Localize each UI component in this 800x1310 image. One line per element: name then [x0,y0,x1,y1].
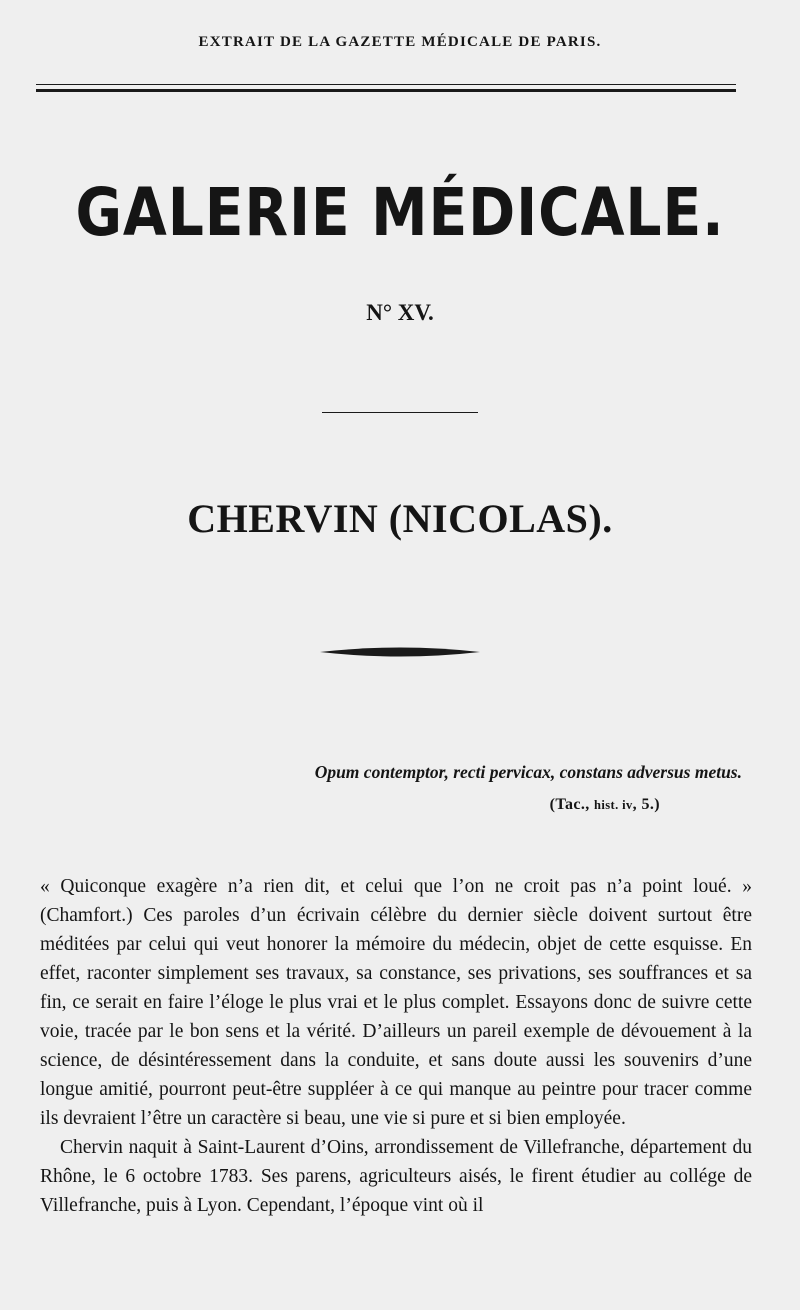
citation-close: , 5.) [632,796,660,813]
epigraph-citation [0,796,660,814]
ornament-divider-icon [320,642,480,662]
source-header: EXTRAIT DE LA GAZETTE MÉDICALE DE PARIS. [198,34,602,50]
paragraph-biography: Chervin naquit à Saint-Laurent d’Oins, arrondissement de Villefranche, département du Rhône, le 6 octobre 1783. Ses parens, agriculteurs aisés, le firent étudier au collége de Villefranche, puis à Lyon. Cependant, l’époque vint où il [40,1137,752,1216]
citation-open: (Tac., [549,796,595,813]
gallery-title: GALERIE MÉDICALE. [75,174,725,251]
citation-book: hist. iv [594,798,633,812]
article-body [40,872,752,1220]
epigraph-quote: Opum contemptor, recti pervicax, constans adversus metus. [314,762,742,782]
header-rule-top [36,84,736,85]
paragraph-intro: « Quiconque exagère n’a rien dit, et celui que l’on ne croit pas n’a point loué. » (Chamfort.) Ces paroles d’un écrivain célèbre du dernier siècle doivent surtout être méditées par celui qui veut honorer la mémoire du médecin, objet de cette esquisse. En effet, raconter simplement ses travaux, sa constance, ses privations, ses souffrances et sa fin, ce serait en faire l’éloge le plus vrai et le plus complet. Essayons donc de suivre cette voie, tracée par le bon sens et la vérité. D’ailleurs un pareil exemple de dévouement à la science, de désintéressement dans la conduite, et sans doute aussi les souvenirs d’une longue amitié, pourront peut-être suppléer à ce qui manque au peintre pour tracer comme ils devraient l’être un caractère si beau, une vie si pure et si bien employée. [40,876,752,1129]
title-divider [322,412,478,413]
subject-name: CHERVIN (NICOLAS). [187,496,613,541]
issue-number: N° XV. [366,300,434,325]
header-rule-bottom [36,89,736,92]
